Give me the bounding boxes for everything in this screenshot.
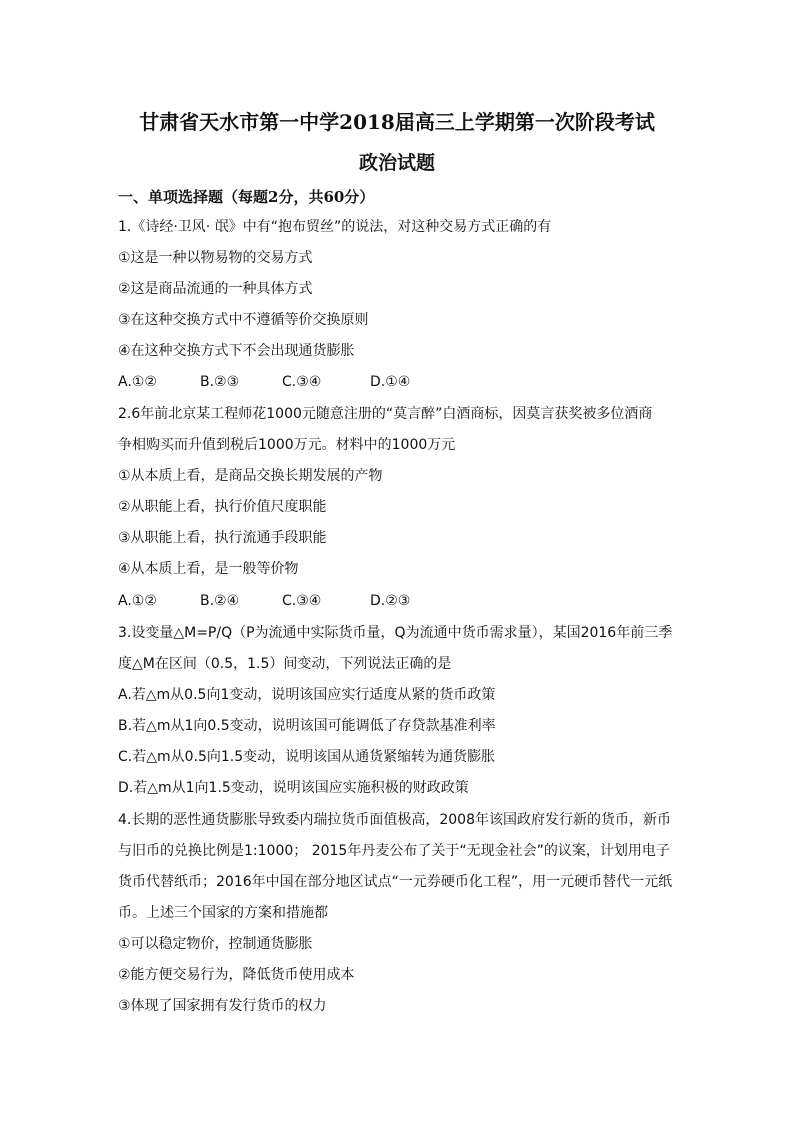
q1-stem: 1.《诗经·卫风· 氓》中有“抱布贸丝”的说法，对这种交易方式正确的有 bbox=[118, 219, 552, 235]
q1-statement-4: ④在这种交换方式下不会出现通货膨胀 bbox=[118, 343, 355, 359]
q2-stem-line-1: 2.6年前北京某工程师花1000元随意注册的“莫言醉”白酒商标，因莫言获奖被多位酒商 bbox=[118, 406, 653, 422]
q2-stem-line-2: 争相购买而升值到税后1000万元。材料中的1000万元 bbox=[118, 437, 456, 453]
q4-statement-3: ③体现了国家拥有发行货币的权力 bbox=[118, 998, 327, 1014]
q3-option-d: D.若△m从1向1.5变动，说明该国应实施积极的财政政策 bbox=[118, 780, 469, 796]
q3-option-b: B.若△m从1向0.5变动，说明该国可能调低了存贷款基准利率 bbox=[118, 718, 496, 734]
q1-option-a: A.①② bbox=[118, 374, 157, 390]
q3-stem-line-2: 度△M在区间（0.5，1.5）间变动，下列说法正确的是 bbox=[118, 656, 452, 672]
q1-statement-3: ③在这种交换方式中不遵循等价交换原则 bbox=[118, 312, 369, 328]
q4-stem-line-2: 与旧币的兑换比例是1:1000； 2015年丹麦公布了关于“无现金社会”的议案，计划用电子 bbox=[118, 843, 670, 859]
q2-option-a: A.①② bbox=[118, 593, 157, 609]
page-subtitle: 政治试题 bbox=[358, 152, 435, 174]
q1-option-d: D.①④ bbox=[370, 374, 411, 390]
q1-option-b: B.②③ bbox=[200, 374, 240, 390]
q3-option-a: A.若△m从0.5向1变动，说明该国应实行适度从紧的货币政策 bbox=[118, 687, 496, 703]
section-heading: 一、单项选择题（每题2分，共60分） bbox=[118, 188, 375, 206]
q4-stem-line-4: 币。上述三个国家的方案和措施都 bbox=[118, 905, 328, 921]
q1-statement-1: ①这是一种以物易物的交易方式 bbox=[118, 250, 313, 266]
q4-stem-line-3: 货币代替纸币；2016年中国在部分地区试点“一元券硬币化工程”，用一元硬币替代一元纸 bbox=[118, 874, 673, 890]
q4-statement-1: ①可以稳定物价，控制通货膨胀 bbox=[118, 936, 313, 952]
q3-option-c: C.若△m从0.5向1.5变动，说明该国从通货紧缩转为通货膨胀 bbox=[118, 749, 496, 765]
q3-stem-line-1: 3.设变量△M=P/Q（P为流通中实际货币量，Q为流通中货币需求量），某国2016年前三季 bbox=[118, 625, 673, 641]
page-title: 甘肃省天水市第一中学2018届高三上学期第一次阶段考试 bbox=[139, 110, 655, 134]
q1-statement-2: ②这是商品流通的一种具体方式 bbox=[118, 281, 313, 297]
q2-option-b: B.②④ bbox=[200, 593, 240, 609]
q1-options bbox=[118, 373, 410, 391]
q2-option-d: D.②③ bbox=[370, 593, 411, 609]
q4-stem-line-1: 4.长期的恶性通货膨胀导致委内瑞拉货币面值极高，2008年该国政府发行新的货币，新币 bbox=[118, 812, 671, 828]
q2-statement-2: ②从职能上看，执行价值尺度职能 bbox=[118, 499, 327, 515]
q2-statement-1: ①从本质上看，是商品交换长期发展的产物 bbox=[118, 468, 383, 484]
q2-statement-3: ③从职能上看，执行流通手段职能 bbox=[118, 530, 327, 546]
q1-option-c: C.③④ bbox=[282, 374, 322, 390]
q2-statement-4: ④从本质上看，是一般等价物 bbox=[118, 561, 299, 577]
q2-options bbox=[118, 592, 410, 610]
q2-option-c: C.③④ bbox=[282, 593, 322, 609]
q4-statement-2: ②能方便交易行为，降低货币使用成本 bbox=[118, 967, 355, 983]
